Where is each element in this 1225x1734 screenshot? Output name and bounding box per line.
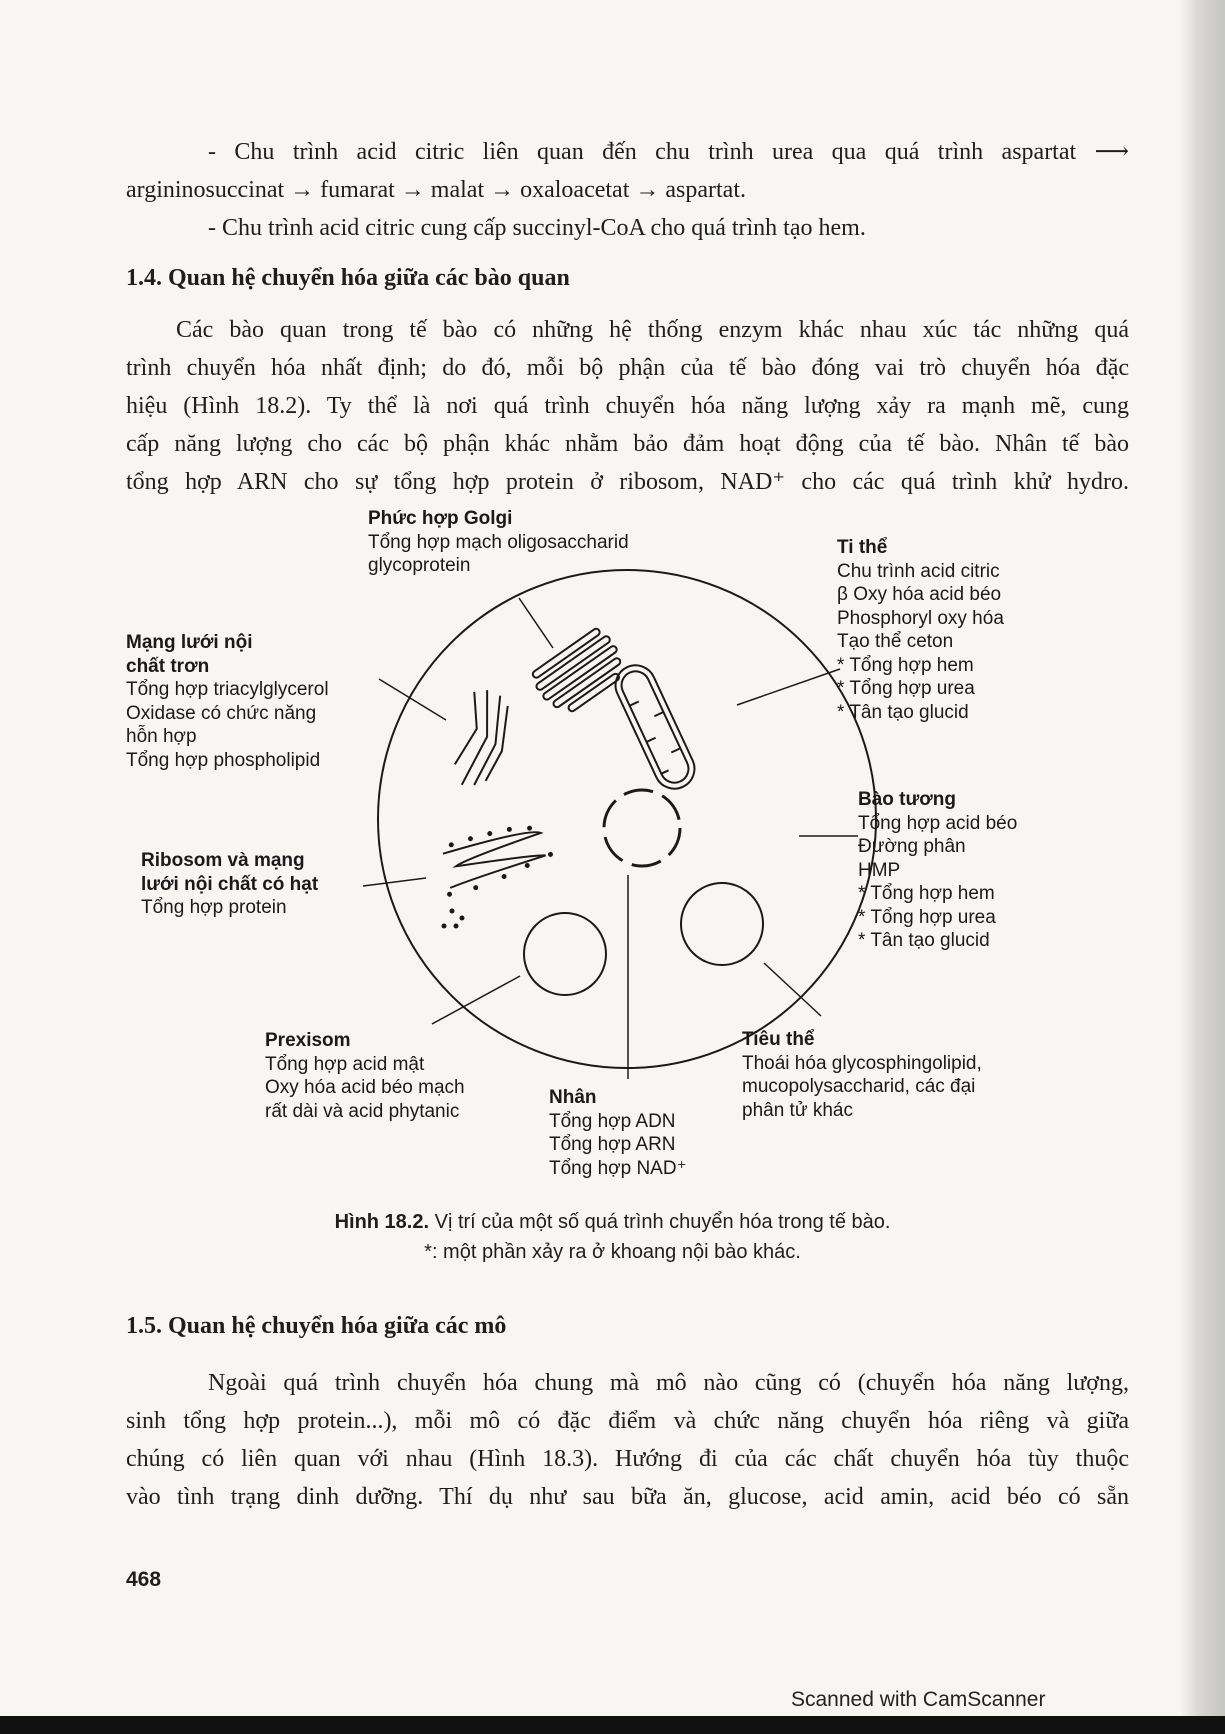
rough-er <box>436 819 557 897</box>
lysosome <box>681 883 763 965</box>
text-line: cấp năng lượng cho các bộ phận khác nhằm bảo đảm hoạt động của tế bào. Nhân tế bào <box>126 431 1129 457</box>
text-line: Ngoài quá trình chuyển hóa chung mà mô nào cũng có (chuyển hóa năng lượng, <box>208 1370 1129 1396</box>
figure-caption: Hình 18.2. Vị trí của một số quá trình chuyển hóa trong tế bào. <box>334 1211 891 1233</box>
text-line: trình chuyển hóa nhất định; do đó, mỗi bộ phận của tế bào đóng vai trò chuyển hóa đặc <box>126 355 1129 381</box>
label-smooth-er: Mạng lưới nội chất trơn Tổng hợp triacylglycerol Oxidase có chức năng hỗn hợp Tổng hợp phospholipid <box>126 632 329 771</box>
text-line: tổng hợp ARN cho sự tổng hợp protein ở ribosom, NAD⁺ cho các quá trình khử hydro. <box>126 469 1129 495</box>
free-ribosomes <box>442 909 465 929</box>
label-rough-er: Ribosom và mạng lưới nội chất có hạt Tổng hợp protein <box>141 850 319 918</box>
text-line: hiệu (Hình 18.2). Ty thể là nơi quá trình chuyển hóa năng lượng xảy ra mạnh mẽ, cung <box>126 393 1129 419</box>
text-line: - Chu trình acid citric cung cấp succinyl-CoA cho quá trình tạo hem. <box>208 215 866 241</box>
section-heading-1-4: 1.4. Quan hệ chuyển hóa giữa các bào quan <box>126 265 570 291</box>
text-line: argininosuccinat → fumarat → malat → oxaloacetat → aspartat. <box>126 177 747 203</box>
peroxisome <box>524 913 606 995</box>
page-number: 468 <box>126 1568 162 1591</box>
label-cytosol: Bào tương Tổng hợp acid béo Đường phân HMP * Tổng hợp hem * Tổng hợp urea * Tân tạo glucid <box>858 789 1018 951</box>
label-lysosome: Tiêu thể Thoái hóa glycosphingolipid, mucopolysaccharid, các đại phân tử khác <box>742 1029 982 1121</box>
cell-membrane <box>378 570 876 1068</box>
golgi-apparatus <box>528 625 632 721</box>
smooth-er <box>450 687 516 793</box>
label-mitochondria: Ti thể Chu trình acid citric β Oxy hóa acid béo Phosphoryl oxy hóa Tạo thể ceton * Tổng hợp hem * Tổng hợp urea * Tân tạo glucid <box>837 537 1004 723</box>
label-golgi: Phức hợp Golgi Tổng hợp mạch oligosaccharid glycoprotein <box>368 508 629 576</box>
mitochondrion <box>609 659 701 796</box>
text-line: chúng có liên quan với nhau (Hình 18.3). Hướng đi của các chất chuyển hóa tùy thuộc <box>126 1446 1129 1472</box>
scanner-watermark: Scanned with CamScanner <box>791 1688 1046 1711</box>
bottom-bar <box>0 1716 1225 1734</box>
text-line: vào tình trạng dinh dưỡng. Thí dụ như sau bữa ăn, glucose, acid amin, acid béo có sẵn <box>126 1484 1129 1510</box>
figure-caption-note: *: một phần xảy ra ở khoang nội bào khác. <box>424 1241 801 1263</box>
label-nucleus: Nhân Tổng hợp ADN Tổng hợp ARN Tổng hợp NAD⁺ <box>549 1087 687 1179</box>
text-line: - Chu trình acid citric liên quan đến chu trình urea qua quá trình aspartat ⟶ <box>208 139 1129 165</box>
label-peroxisome: Prexisom Tổng hợp acid mật Oxy hóa acid béo mạch rất dài và acid phytanic <box>265 1030 465 1122</box>
nuclear-envelope <box>604 790 680 866</box>
text-line: sinh tổng hợp protein...), mỗi mô có đặc điểm và chức năng chuyển hóa riêng và giữa <box>126 1408 1129 1434</box>
section-heading-1-5: 1.5. Quan hệ chuyển hóa giữa các mô <box>126 1313 507 1339</box>
text-line: Các bào quan trong tế bào có những hệ thống enzym khác nhau xúc tác những quá <box>176 317 1129 343</box>
